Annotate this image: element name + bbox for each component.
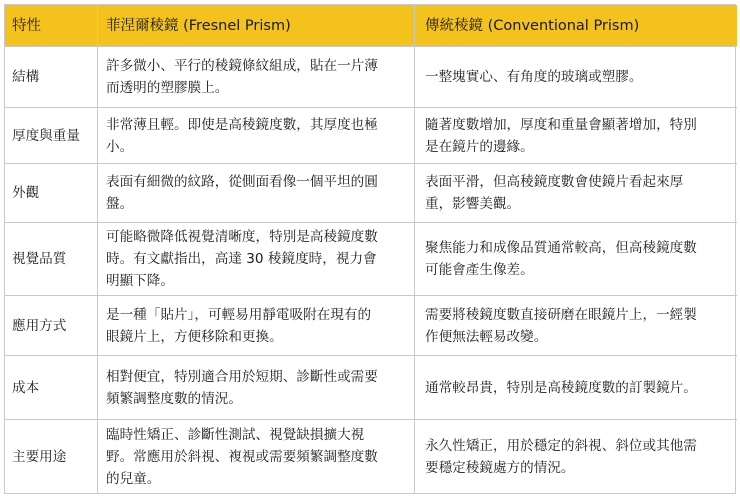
row-feature-label: 主要用途: [5, 420, 98, 493]
row-fresnel-cell: 相對便宜，特別適合用於短期、診斷性或需要 頻繁調整度數的情況。: [98, 356, 415, 420]
row-fresnel-cell: 非常薄且輕。即使是高稜鏡度數，其厚度也極 小。: [98, 108, 415, 164]
row-feature-label: 結構: [5, 47, 98, 108]
header-fresnel-prism: 菲涅爾稜鏡 (Fresnel Prism): [98, 5, 415, 47]
row-conventional-cell: 需要將稜鏡度數直接研磨在眼鏡片上，一經製 作便無法輕易改變。: [415, 296, 737, 356]
row-feature-label: 厚度與重量: [5, 108, 98, 164]
comparison-table: [4, 4, 736, 494]
row-conventional-cell: 聚焦能力和成像品質通常較高，但高稜鏡度數 可能會產生像差。: [415, 223, 737, 296]
row-feature-label: 視覺品質: [5, 223, 98, 296]
row-feature-label: 外觀: [5, 164, 98, 223]
row-fresnel-cell: 表面有細微的紋路，從側面看像一個平坦的圓 盤。: [98, 164, 415, 223]
header-conventional-prism: 傳統稜鏡 (Conventional Prism): [415, 5, 737, 47]
row-feature-label: 成本: [5, 356, 98, 420]
row-conventional-cell: 永久性矯正，用於穩定的斜視、斜位或其他需 要穩定稜鏡處方的情況。: [425, 437, 697, 476]
row-conventional-cell: 一整塊實心、有角度的玻璃或塑膠。: [415, 47, 737, 108]
row-fresnel-cell: 臨時性矯正、診斷性測試、視覺缺損擴大視 野。常應用於斜視、複視或需要頻繁調整度數 的兒童。: [98, 420, 415, 493]
header-feature: 特性: [5, 5, 98, 47]
row-conventional-cell: 隨著度數增加，厚度和重量會顯著增加，特別 是在鏡片的邊緣。: [415, 108, 737, 164]
row-fresnel-cell: 是一種「貼片」，可輕易用靜電吸附在現有的 眼鏡片上，方便移除和更換。: [98, 296, 415, 356]
row-fresnel-cell: 許多微小、平行的稜鏡條紋組成，貼在一片薄 而透明的塑膠膜上。: [98, 47, 415, 108]
row-fresnel-cell: 可能略微降低視覺清晰度，特別是高稜鏡度數 時。有文獻指出，高達 30 稜鏡度時，視力會 明顯下降。: [98, 223, 415, 296]
row-conventional-cell: 通常較昂貴，特別是高稜鏡度數的訂製鏡片。: [415, 356, 737, 420]
row-feature-label: 應用方式: [5, 296, 98, 356]
row-conventional-cell: 表面平滑，但高稜鏡度數會使鏡片看起來厚 重，影響美觀。: [415, 164, 737, 223]
